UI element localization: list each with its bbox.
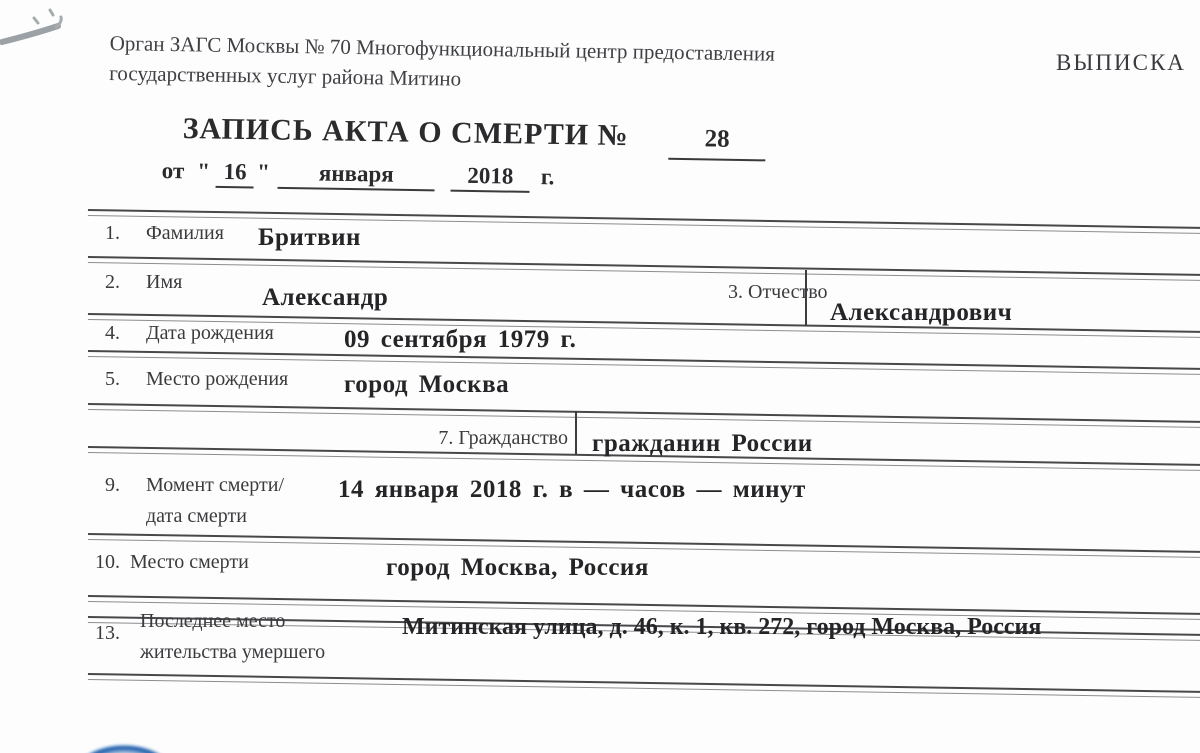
field-label-death-moment-line2: дата смерти xyxy=(146,505,247,527)
field-label-birth-place: Место рождения xyxy=(146,368,289,390)
pen-scribble-mark xyxy=(0,2,72,55)
record-title xyxy=(182,112,766,161)
date-prefix: от xyxy=(161,158,185,184)
stamp-edge xyxy=(74,744,174,753)
field-label-citizenship: 7. Гражданство xyxy=(438,427,568,449)
citizenship-cell-divider xyxy=(575,411,577,454)
record-month: января xyxy=(278,160,435,192)
field-value-name: Александр xyxy=(262,284,389,311)
form-rule xyxy=(88,403,1200,428)
field-value-patronymic: Александрович xyxy=(830,299,1013,326)
field-number-death-moment: 9. xyxy=(105,474,120,496)
field-value-death-place: город Москва, Россия xyxy=(386,554,649,581)
field-label-surname: Фамилия xyxy=(146,222,224,244)
record-date-line xyxy=(162,158,555,193)
field-label-last-residence-line2: жительства умершего xyxy=(140,641,326,663)
field-label-death-moment-line1: Момент смерти/ xyxy=(146,474,285,496)
field-value-surname: Бритвин xyxy=(258,224,361,251)
registry-office-name-line2: государственных услуг района Митино xyxy=(109,60,462,91)
field-number-last-residence: 13. xyxy=(95,622,120,644)
date-suffix: г. xyxy=(540,164,555,190)
record-title-label: ЗАПИСЬ АКТА О СМЕРТИ № xyxy=(182,112,629,153)
act-number: 28 xyxy=(668,125,766,162)
field-label-birth-date: Дата рождения xyxy=(146,322,274,344)
field-label-patronymic: 3. Отчество xyxy=(728,281,828,303)
field-number-death-place: 10. xyxy=(95,551,120,573)
form-rule xyxy=(88,209,1200,234)
registry-office-name xyxy=(109,28,870,100)
field-number-name: 2. xyxy=(105,271,120,293)
record-year: 2018 xyxy=(451,163,530,193)
field-value-citizenship: гражданин России xyxy=(592,430,813,457)
form-rule xyxy=(88,256,1200,281)
form-rule xyxy=(88,673,1200,698)
field-value-birth-place: город Москва xyxy=(344,371,510,398)
field-value-birth-date: 09 сентября 1979 г. xyxy=(344,326,577,353)
field-number-birth-date: 4. xyxy=(105,322,120,344)
open-quote: " xyxy=(197,158,211,184)
field-number-surname: 1. xyxy=(105,222,120,244)
field-number-birth-place: 5. xyxy=(105,368,120,390)
record-day: 16 xyxy=(216,159,254,189)
field-label-last-residence-line1: Последнее место xyxy=(140,610,286,632)
field-value-last-residence: Митинская улица, д. 46, к. 1, кв. 272, город Москва, Россия xyxy=(402,614,1042,640)
close-quote: " xyxy=(256,159,271,185)
field-label-name: Имя xyxy=(146,271,183,293)
field-value-death-moment: 14 января 2018 г. в — часов — минут xyxy=(338,476,806,503)
document-type-heading: ВЫПИСКА xyxy=(1056,50,1186,75)
registry-office-name-line1: Орган ЗАГС Москвы № 70 Многофункциональный центр предоставления xyxy=(109,30,776,66)
field-label-death-place: Место смерти xyxy=(130,551,249,573)
